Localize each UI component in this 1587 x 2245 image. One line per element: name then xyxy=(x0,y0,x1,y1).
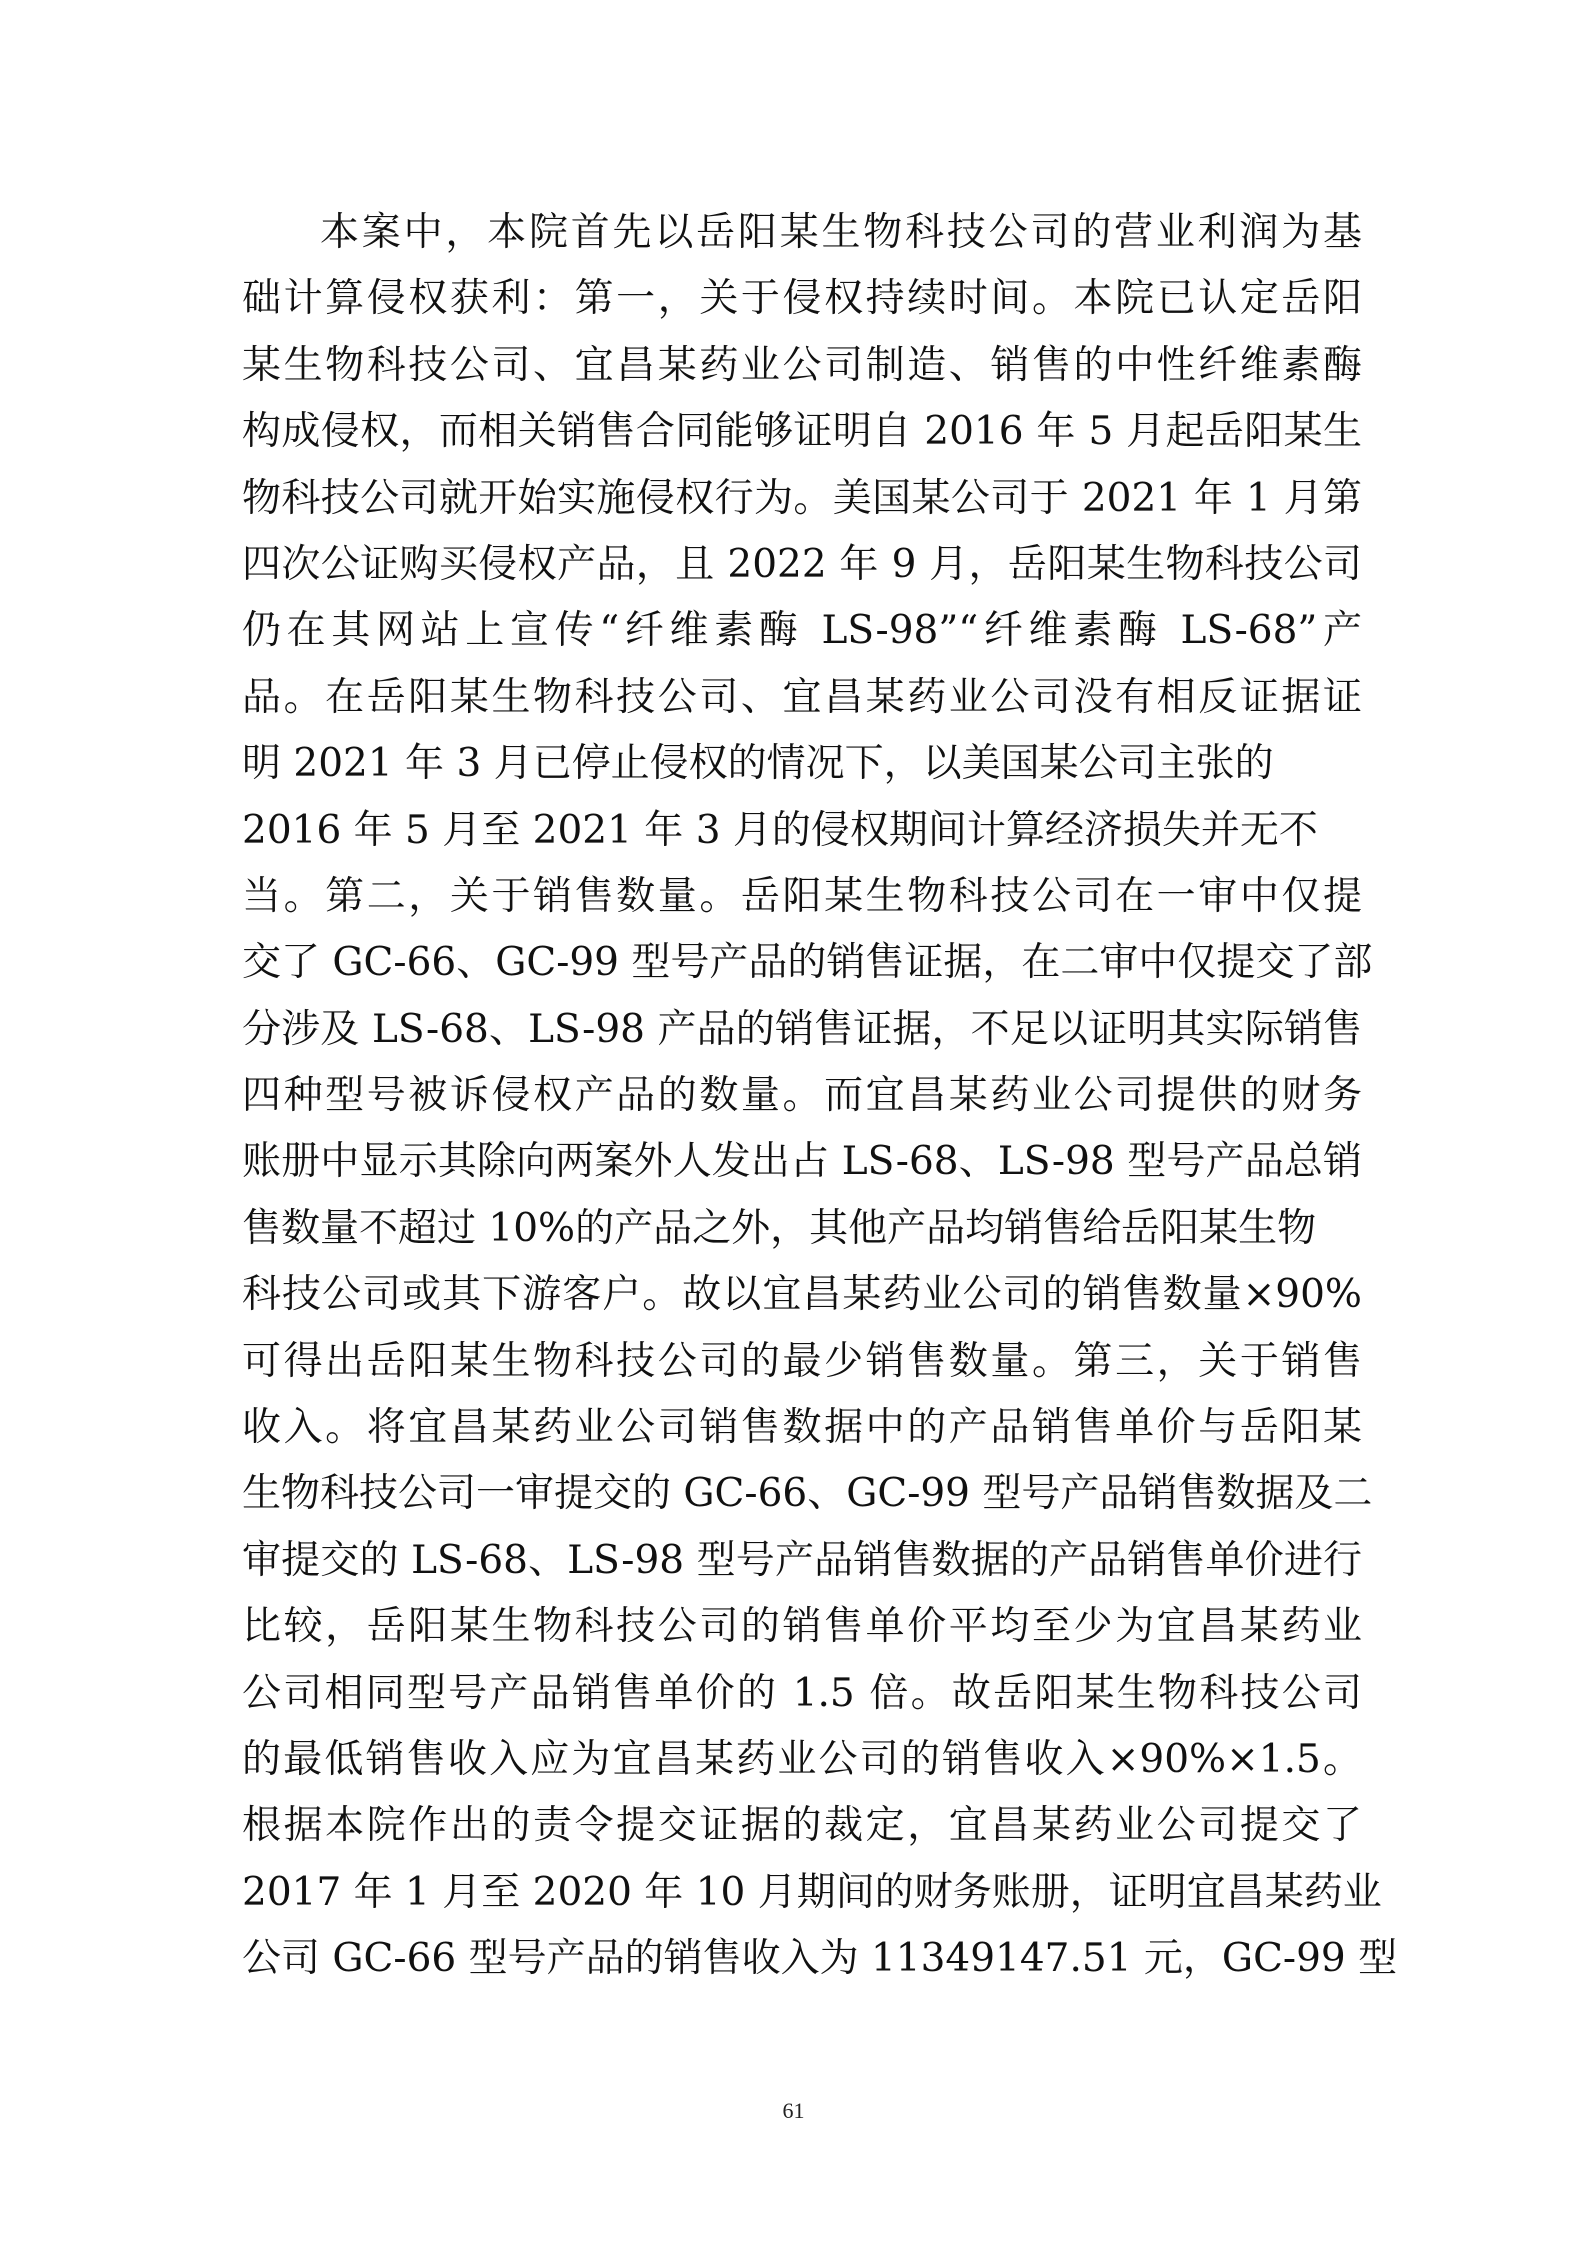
text-line: 某生物科技公司、宜昌某药业公司制造、销售的中性纤维素酶 xyxy=(242,342,1362,388)
text-line: 公司相同型号产品销售单价的 1.5 倍。故岳阳某生物科技公司 xyxy=(242,1670,1362,1716)
text-line: 四次公证购买侵权产品，且 2022 年 9 月，岳阳某生物科技公司 xyxy=(242,541,1362,587)
text-line: 当。第二，关于销售数量。岳阳某生物科技公司在一审中仅提 xyxy=(242,873,1362,919)
text-line: 账册中显示其除向两案外人发出占 LS-68、LS-98 型号产品总销 xyxy=(242,1139,1362,1185)
text-line: 生物科技公司一审提交的 GC-66、GC-99 型号产品销售数据及二 xyxy=(242,1471,1373,1517)
text-line: 品。在岳阳某生物科技公司、宜昌某药业公司没有相反证据证 xyxy=(242,674,1362,720)
text-line: 审提交的 LS-68、LS-98 型号产品销售数据的产品销售单价进行 xyxy=(242,1537,1362,1583)
text-line: 仍在其网站上宣传“纤维素酶 LS-98”“纤维素酶 LS-68”产 xyxy=(242,608,1362,654)
text-line: 根据本院作出的责令提交证据的裁定，宜昌某药业公司提交了 xyxy=(242,1803,1362,1849)
text-line: 四种型号被诉侵权产品的数量。而宜昌某药业公司提供的财务 xyxy=(242,1073,1362,1119)
text-line: 明 2021 年 3 月已停止侵权的情况下，以美国某公司主张的 xyxy=(242,741,1274,787)
text-line: 物科技公司就开始实施侵权行为。美国某公司于 2021 年 1 月第 xyxy=(242,475,1362,521)
body-paragraph xyxy=(242,200,1398,1993)
text-line: 分涉及 LS-68、LS-98 产品的销售证据，不足以证明其实际销售 xyxy=(242,1006,1362,1052)
text-line: 科技公司或其下游客户。故以宜昌某药业公司的销售数量×90% xyxy=(242,1272,1362,1318)
text-line: 可得出岳阳某生物科技公司的最少销售数量。第三，关于销售 xyxy=(242,1338,1362,1384)
page-number: 61 xyxy=(782,2098,805,2123)
text-line: 交了 GC-66、GC-99 型号产品的销售证据，在二审中仅提交了部 xyxy=(242,940,1373,986)
text-line: 础计算侵权获利：第一，关于侵权持续时间。本院已认定岳阳 xyxy=(242,276,1362,322)
text-line: 比较，岳阳某生物科技公司的销售单价平均至少为宜昌某药业 xyxy=(242,1604,1362,1650)
text-line: 公司 GC-66 型号产品的销售收入为 11349147.51 元，GC-99 型 xyxy=(242,1936,1398,1982)
text-line: 构成侵权，而相关销售合同能够证明自 2016 年 5 月起岳阳某生 xyxy=(242,409,1362,455)
text-line: 2017 年 1 月至 2020 年 10 月期间的财务账册，证明宜昌某药业 xyxy=(242,1869,1382,1915)
text-line: 2016 年 5 月至 2021 年 3 月的侵权期间计算经济损失并无不 xyxy=(242,807,1318,853)
text-line: 本案中，本院首先以岳阳某生物科技公司的营业利润为基 xyxy=(320,210,1362,255)
text-line: 售数量不超过 10%的产品之外，其他产品均销售给岳阳某生物 xyxy=(242,1205,1317,1251)
text-line: 的最低销售收入应为宜昌某药业公司的销售收入×90%×1.5。 xyxy=(242,1736,1362,1782)
text-line: 收入。将宜昌某药业公司销售数据中的产品销售单价与岳阳某 xyxy=(242,1405,1362,1451)
